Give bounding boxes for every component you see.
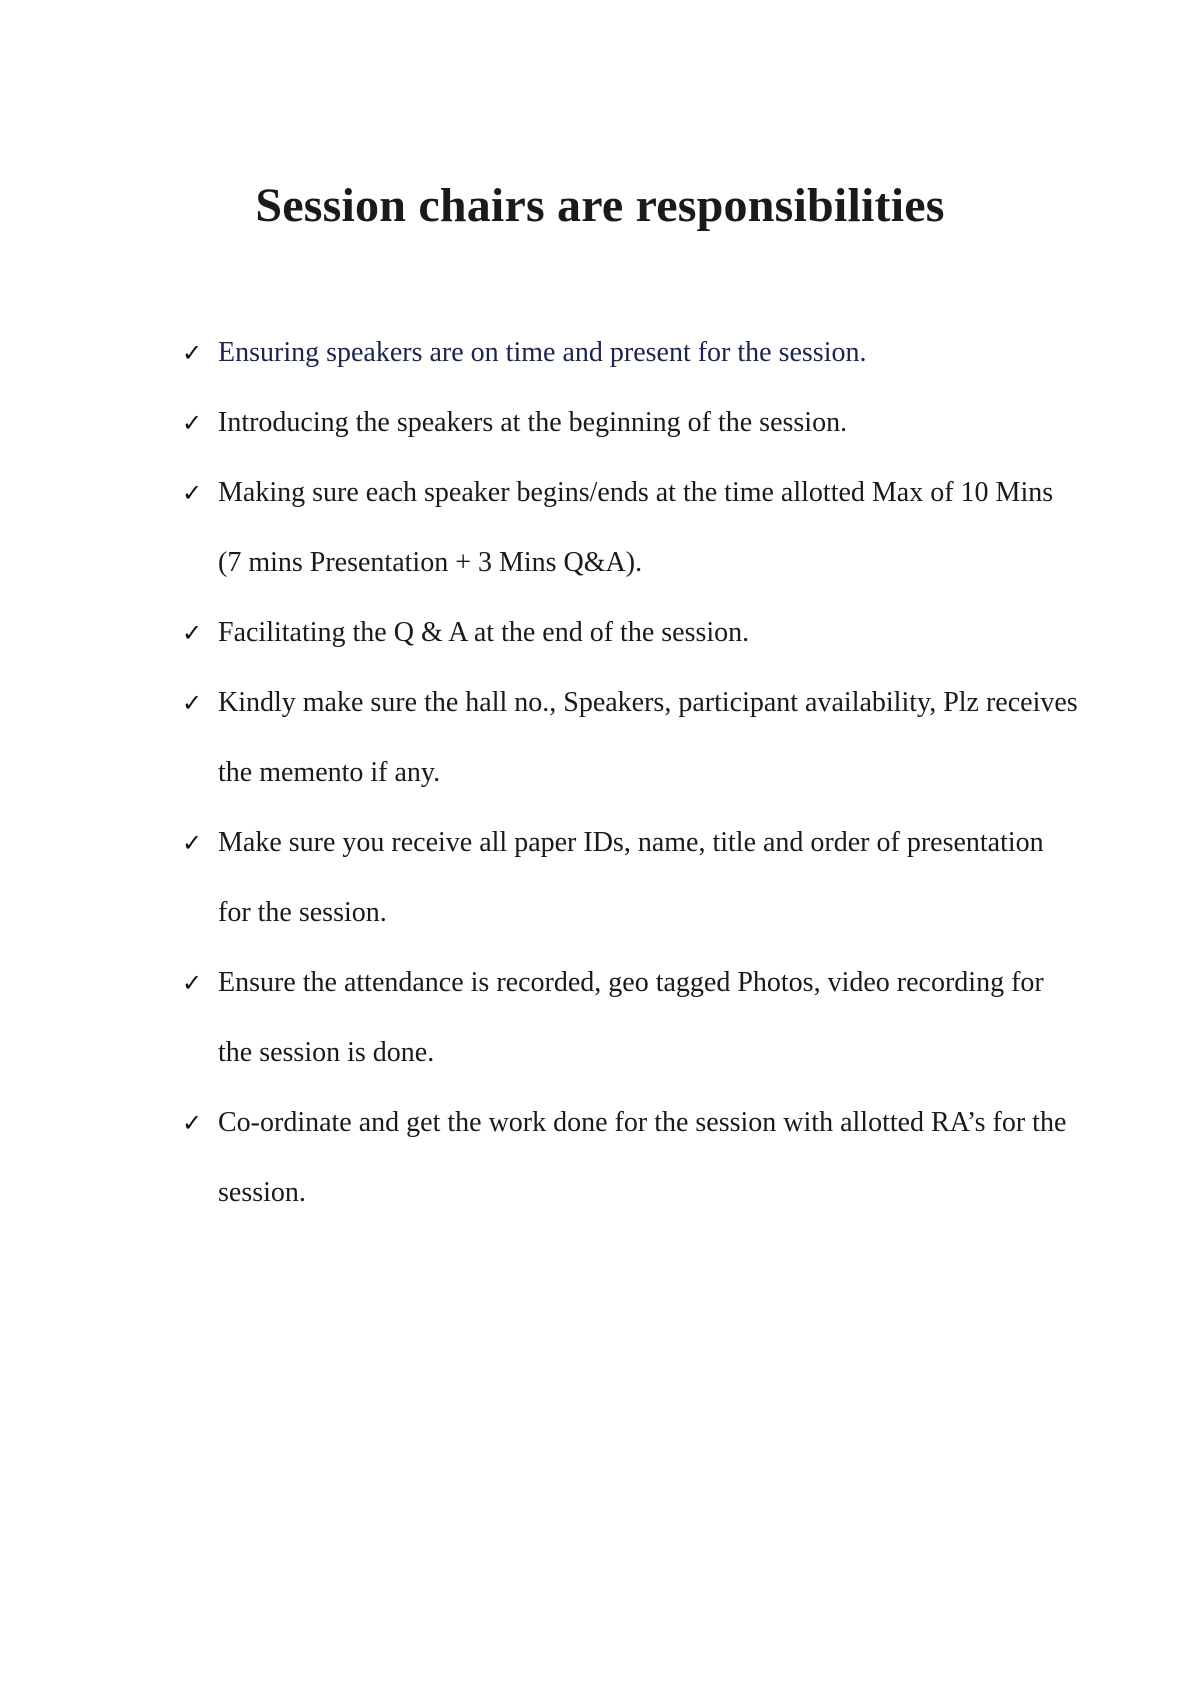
page-title: Session chairs are responsibilities <box>255 179 945 233</box>
checkmark-icon: ✓ <box>182 829 203 857</box>
list-item <box>182 948 1082 1088</box>
checkmark-icon: ✓ <box>182 409 203 437</box>
list-item <box>182 668 1082 808</box>
list-item <box>182 388 1082 458</box>
list-item <box>182 318 1082 388</box>
checkmark-icon: ✓ <box>182 339 203 367</box>
checkmark-icon: ✓ <box>182 969 203 997</box>
checkmark-icon: ✓ <box>182 1109 203 1137</box>
list-item-text: Making sure each speaker begins/ends at the time allotted Max of 10 Mins (7 mins Presentation + 3 Mins Q&A). <box>218 477 1054 578</box>
checkmark-icon: ✓ <box>182 689 203 717</box>
list-item-text: Co-ordinate and get the work done for the session with allotted RA’s for the session. <box>218 1107 1067 1208</box>
list-item-text: Facilitating the Q & A at the end of the session. <box>218 617 750 648</box>
list-item <box>182 598 1082 668</box>
list-item <box>182 1088 1082 1228</box>
list-item <box>182 808 1082 948</box>
list-item-text: Ensuring speakers are on time and present for the session. <box>218 337 867 368</box>
list-item <box>182 458 1082 598</box>
responsibilities-list <box>182 318 1082 1228</box>
list-item-text: Ensure the attendance is recorded, geo tagged Photos, video recording for the session is done. <box>218 967 1044 1068</box>
list-item-text: Kindly make sure the hall no., Speakers, participant availability, Plz receives the memento if any. <box>218 687 1078 788</box>
checkmark-icon: ✓ <box>182 479 203 507</box>
checkmark-icon: ✓ <box>182 619 203 647</box>
list-item-text: Introducing the speakers at the beginning of the session. <box>218 407 848 438</box>
list-item-text: Make sure you receive all paper IDs, name, title and order of presentation for the session. <box>218 827 1044 928</box>
